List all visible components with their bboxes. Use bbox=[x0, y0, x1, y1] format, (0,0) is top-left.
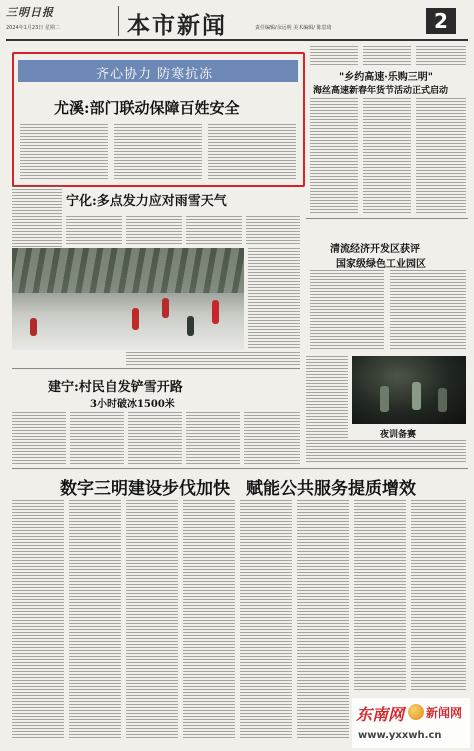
night-training-headline: 夜训备赛 bbox=[380, 430, 417, 440]
worker-figure bbox=[132, 308, 139, 330]
body-text bbox=[363, 46, 411, 66]
body-text bbox=[186, 216, 242, 246]
masthead-rule bbox=[6, 39, 468, 41]
photo-caption bbox=[306, 440, 466, 464]
watermark bbox=[352, 698, 470, 748]
body-text bbox=[126, 216, 182, 246]
jianning-subheadline: 3小时破冰1500米 bbox=[90, 399, 175, 410]
night-training-photo bbox=[352, 356, 466, 424]
worker-figure bbox=[187, 316, 194, 336]
body-text bbox=[248, 248, 300, 350]
body-text bbox=[12, 500, 64, 740]
digital-sanming-headline: 数字三明建设步伐加快 bbox=[60, 479, 230, 499]
snow-clearing-photo bbox=[12, 248, 244, 350]
feature-box bbox=[12, 52, 305, 187]
section-rule bbox=[12, 368, 300, 369]
body-text bbox=[411, 500, 466, 690]
section-rule bbox=[306, 218, 468, 219]
feature-body-text bbox=[20, 124, 108, 180]
body-text bbox=[244, 412, 300, 464]
page-number: 2 bbox=[434, 9, 448, 33]
newspaper-logo: 三明日报 bbox=[6, 6, 54, 19]
body-text bbox=[12, 412, 66, 464]
feature-banner bbox=[18, 60, 298, 82]
body-text bbox=[240, 500, 292, 740]
body-text bbox=[310, 98, 358, 213]
ninghua-headline: 宁化:多点发力应对雨雪天气 bbox=[66, 194, 227, 209]
body-text bbox=[416, 46, 466, 66]
worker-figure bbox=[162, 298, 169, 318]
watermark-url: www.yxxwh.cn bbox=[358, 730, 442, 741]
body-text bbox=[310, 46, 358, 66]
trainee-figure bbox=[412, 382, 421, 410]
worker-figure bbox=[30, 318, 37, 336]
xiangcun-headline: "乡约高速·乐购三明" bbox=[339, 72, 433, 83]
trainee-figure bbox=[438, 388, 447, 412]
body-text bbox=[128, 412, 182, 464]
body-text bbox=[12, 186, 62, 214]
body-text bbox=[310, 270, 384, 350]
section-divider bbox=[118, 6, 119, 36]
body-text bbox=[183, 500, 235, 740]
body-text bbox=[416, 98, 466, 213]
body-text bbox=[66, 216, 122, 246]
snowy-trees bbox=[12, 248, 244, 293]
body-text bbox=[306, 356, 348, 438]
section-title: 本市新闻 bbox=[127, 12, 227, 39]
body-text bbox=[246, 216, 300, 246]
feature-body-text bbox=[114, 124, 202, 180]
photo-caption bbox=[126, 352, 300, 366]
worker-figure bbox=[212, 300, 219, 324]
body-text bbox=[186, 412, 240, 464]
body-text bbox=[69, 500, 121, 740]
section-rule bbox=[12, 468, 468, 469]
body-text bbox=[363, 98, 411, 213]
feature-banner-text: 齐心协力 防寒抗冻 bbox=[96, 67, 214, 82]
editor-credits: 责任编辑/余远明 美术编辑/ 陈思琦 bbox=[255, 25, 332, 31]
trainee-figure bbox=[380, 386, 389, 412]
body-text bbox=[70, 412, 124, 464]
feature-body-text bbox=[208, 124, 296, 180]
watermark-globe-icon bbox=[408, 704, 424, 720]
body-text bbox=[390, 270, 466, 350]
xiangcun-subheadline: 海丝高速新春年货节活动正式启动 bbox=[313, 86, 449, 96]
public-service-headline: 赋能公共服务提质增效 bbox=[246, 479, 416, 499]
issue-date: 2024年1月23日 星期二 bbox=[6, 25, 60, 31]
watermark-brand: 东南网 bbox=[356, 705, 405, 724]
feature-headline: 尤溪:部门联动保障百姓安全 bbox=[54, 99, 240, 117]
body-text bbox=[354, 500, 406, 690]
masthead bbox=[6, 4, 468, 38]
watermark-text: 新闻网 bbox=[426, 706, 463, 720]
body-text bbox=[126, 500, 178, 740]
qingliu-headline: 清流经济开发区获评 bbox=[330, 244, 420, 255]
body-text bbox=[297, 500, 349, 740]
page-number-badge bbox=[426, 8, 456, 34]
qingliu-subheadline: 国家级绿色工业园区 bbox=[336, 259, 426, 270]
jianning-headline: 建宁:村民自发铲雪开路 bbox=[48, 380, 183, 395]
